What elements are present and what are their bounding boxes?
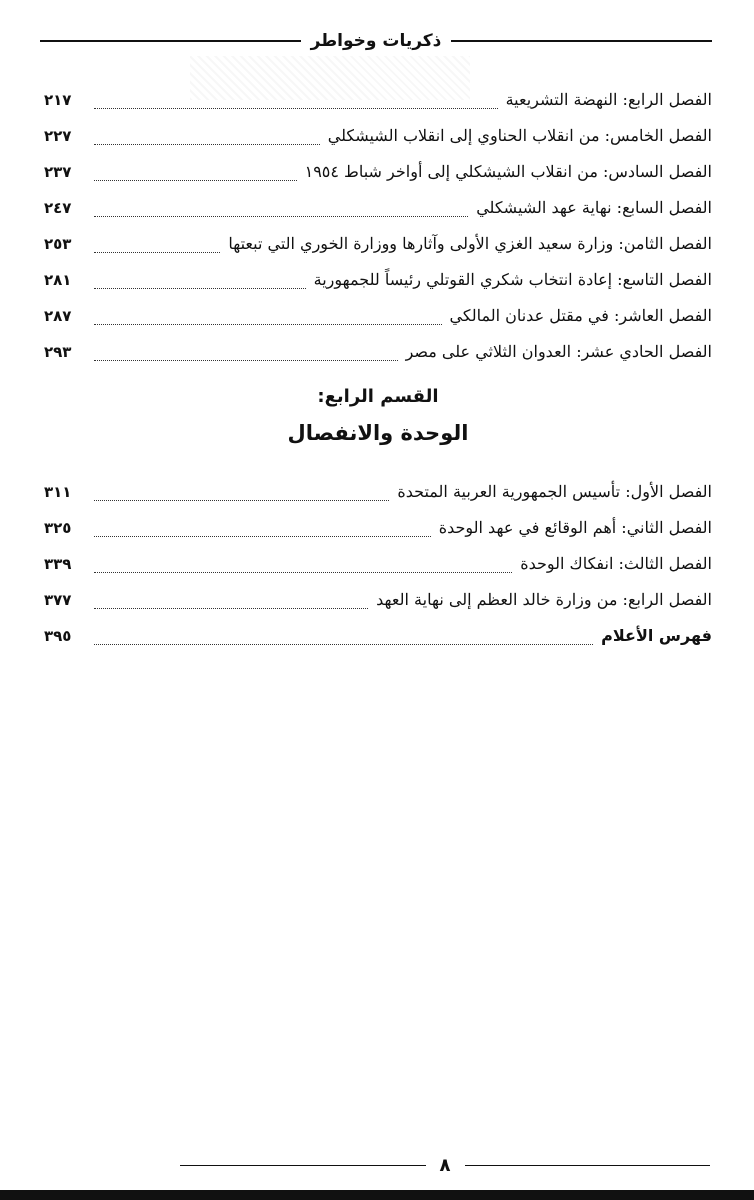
dot-leader xyxy=(94,500,389,501)
toc-row[interactable] xyxy=(44,334,712,370)
toc-part-b xyxy=(44,474,712,654)
dot-leader xyxy=(94,536,431,537)
toc-entry: الفصل العاشر: في مقتل عدنان المالكي xyxy=(449,306,712,325)
toc-row[interactable] xyxy=(44,226,712,262)
toc-entry: الفصل الحادي عشر: العدوان الثلاثي على مصر xyxy=(405,342,712,361)
section-title: الوحدة والانفصال xyxy=(287,421,469,445)
toc-row[interactable] xyxy=(44,118,712,154)
toc-page: ٢٨٧ xyxy=(44,307,72,325)
dot-leader xyxy=(94,288,306,289)
dot-leader xyxy=(94,108,498,109)
toc-page: ٢١٧ xyxy=(44,91,72,109)
header-rule-right xyxy=(451,40,712,42)
footer-rule-right xyxy=(465,1165,711,1166)
toc-entry: الفصل السابع: نهاية عهد الشيشكلي xyxy=(476,198,712,217)
toc-row[interactable] xyxy=(44,82,712,118)
toc-page: ٣٢٥ xyxy=(44,519,72,537)
toc-row[interactable] xyxy=(44,298,712,334)
toc-page: ٢٩٣ xyxy=(44,343,72,361)
toc-entry: الفصل الثامن: وزارة سعيد الغزي الأولى وآثارها ووزارة الخوري التي تبعتها xyxy=(228,234,712,253)
scan-border xyxy=(0,1190,754,1200)
toc-row[interactable] xyxy=(44,582,712,618)
dot-leader xyxy=(94,324,442,325)
dot-leader xyxy=(94,608,368,609)
toc-row[interactable] xyxy=(44,154,712,190)
section-heading xyxy=(44,380,712,452)
toc-row[interactable] xyxy=(44,262,712,298)
toc-entry: الفصل الرابع: النهضة التشريعية xyxy=(505,90,712,109)
toc-page: ٢٨١ xyxy=(44,271,72,289)
dot-leader xyxy=(94,644,593,645)
toc-part-a xyxy=(44,82,712,370)
toc-page: ٣١١ xyxy=(44,483,72,501)
running-header xyxy=(40,28,712,54)
toc-entry: الفصل السادس: من انقلاب الشيشكلي إلى أواخر شباط ١٩٥٤ xyxy=(304,162,712,181)
toc-entry: الفصل الرابع: من وزارة خالد العظم إلى نهاية العهد xyxy=(376,590,712,609)
toc-entry: الفصل التاسع: إعادة انتخاب شكري القوتلي رئيساً للجمهورية xyxy=(313,270,712,289)
page-footer xyxy=(180,1150,710,1180)
book-title: ذكريات وخواطر xyxy=(310,31,442,51)
section-label: القسم الرابع: xyxy=(317,386,439,407)
toc-page: ٣٧٧ xyxy=(44,591,72,609)
toc-page: ٢٢٧ xyxy=(44,127,72,145)
toc-page: ٢٥٣ xyxy=(44,235,72,253)
toc-row[interactable] xyxy=(44,474,712,510)
dot-leader xyxy=(94,144,320,145)
toc-entry: الفصل الأول: تأسيس الجمهورية العربية المتحدة xyxy=(397,482,712,501)
toc-page: ٣٩٥ xyxy=(44,627,72,645)
dot-leader xyxy=(94,252,220,253)
dot-leader xyxy=(94,572,512,573)
toc-row-index[interactable] xyxy=(44,618,712,654)
toc-entry: الفصل الخامس: من انقلاب الحناوي إلى انقلاب الشيشكلي xyxy=(327,126,712,145)
toc-entry: فهرس الأعلام xyxy=(601,626,712,645)
toc-page: ٢٤٧ xyxy=(44,199,72,217)
header-rule-left xyxy=(40,40,301,42)
footer-rule-left xyxy=(180,1165,426,1166)
dot-leader xyxy=(94,216,468,217)
toc-entry: الفصل الثاني: أهم الوقائع في عهد الوحدة xyxy=(438,518,712,537)
page-number: ٨ xyxy=(439,1154,451,1176)
toc-row[interactable] xyxy=(44,546,712,582)
toc-entry: الفصل الثالث: انفكاك الوحدة xyxy=(520,554,712,573)
dot-leader xyxy=(94,180,297,181)
toc-page: ٢٣٧ xyxy=(44,163,72,181)
toc-page: ٣٣٩ xyxy=(44,555,72,573)
toc-row[interactable] xyxy=(44,190,712,226)
toc-row[interactable] xyxy=(44,510,712,546)
dot-leader xyxy=(94,360,398,361)
